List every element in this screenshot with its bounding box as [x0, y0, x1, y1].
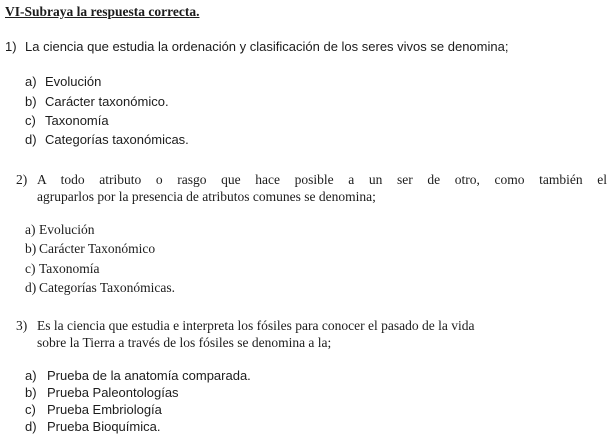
option-letter: c): [25, 402, 36, 417]
question-number: 1): [5, 39, 17, 54]
option-b[interactable]: [25, 385, 179, 400]
option-text: Carácter Taxonómico: [39, 241, 156, 256]
option-d[interactable]: [25, 419, 160, 434]
option-text: Categorías Taxonómicas.: [39, 280, 176, 295]
option-b[interactable]: [25, 241, 155, 257]
option-a[interactable]: [25, 222, 95, 238]
option-letter: d): [25, 132, 37, 147]
option-c[interactable]: [25, 402, 162, 417]
option-text: Prueba Embriología: [47, 402, 162, 417]
option-a[interactable]: [25, 368, 251, 383]
option-text: Categorías taxonómicas.: [45, 132, 189, 147]
option-c[interactable]: [25, 261, 100, 277]
option-text: Taxonomía: [39, 261, 100, 276]
option-text: Prueba Bioquímica.: [47, 419, 161, 434]
question-text-line-1: Es la ciencia que estudia e interpreta los fósiles para conocer el pasado de la vida: [37, 318, 475, 333]
option-text: Prueba Paleontologías: [47, 385, 179, 400]
option-letter: b): [25, 385, 37, 400]
question-number: 2): [16, 172, 28, 187]
option-letter: a): [25, 222, 36, 237]
option-a[interactable]: [25, 74, 101, 89]
option-text: Carácter taxonómico.: [45, 94, 169, 109]
question-text-line-2: agruparlos por la presencia de atributos comunes se denomina;: [37, 189, 376, 204]
option-text: Taxonomía: [45, 113, 109, 128]
option-letter: b): [25, 94, 37, 109]
section-title: VI-Subraya la respuesta correcta.: [5, 4, 200, 19]
option-d[interactable]: [25, 132, 189, 147]
option-letter: a): [25, 74, 37, 89]
question-text: La ciencia que estudia la ordenación y clasificación de los seres vivos se denomina;: [25, 39, 509, 54]
option-letter: d): [25, 280, 37, 295]
option-text: Evolución: [45, 74, 102, 89]
option-c[interactable]: [25, 113, 109, 128]
question-number: 3): [16, 318, 28, 333]
question-text-line-2: sobre la Tierra a través de los fósiles se denomina a la;: [37, 335, 332, 350]
option-letter: c): [25, 261, 36, 276]
option-text: Evolución: [39, 222, 95, 237]
option-text: Prueba de la anatomía comparada.: [47, 368, 251, 383]
question-text-line-1: A todo atributo o rasgo que hace posible a un ser de otro, como también el: [37, 172, 607, 187]
option-letter: b): [25, 241, 37, 256]
option-letter: c): [25, 113, 36, 128]
option-d[interactable]: [25, 280, 175, 296]
option-letter: d): [25, 419, 37, 434]
option-letter: a): [25, 368, 37, 383]
option-b[interactable]: [25, 94, 169, 109]
